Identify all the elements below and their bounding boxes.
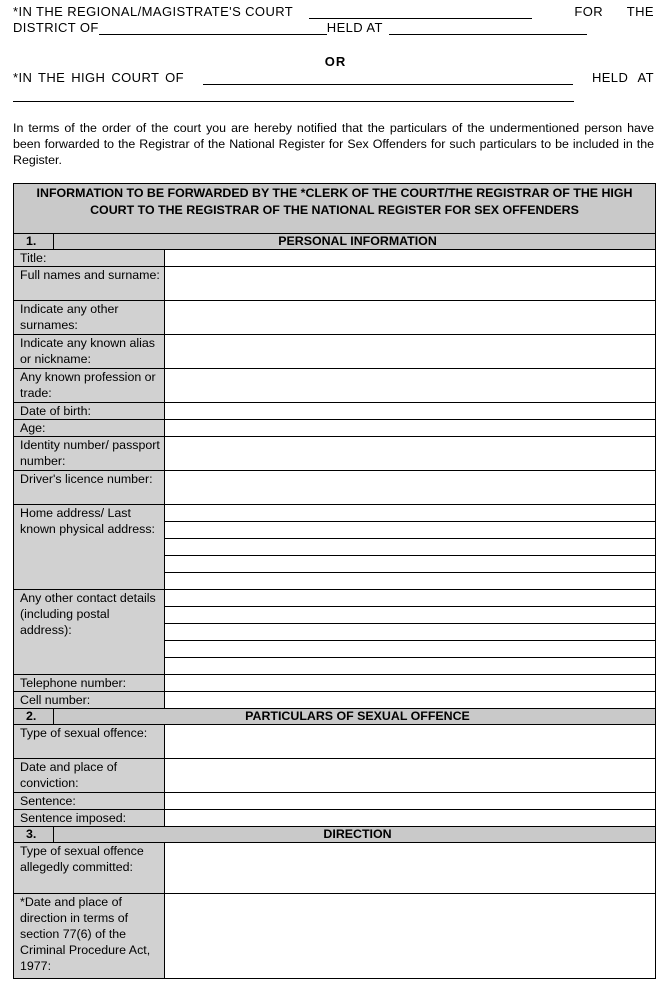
- field-label: Indicate any other surnames:: [14, 301, 165, 335]
- field-value[interactable]: [165, 437, 656, 471]
- field-label: Age:: [14, 420, 165, 437]
- field-label: Cell number:: [14, 692, 165, 709]
- field-value-line[interactable]: [165, 641, 656, 658]
- field-value[interactable]: [165, 250, 656, 267]
- held-at-label-1: HELD AT: [326, 20, 383, 35]
- section-title: DIRECTION: [54, 827, 656, 843]
- form-row: [14, 505, 656, 522]
- section-number: 1.: [14, 234, 54, 250]
- field-value-line[interactable]: [165, 658, 656, 675]
- field-label: Date and place of conviction:: [14, 759, 165, 793]
- field-label: Title:: [14, 250, 165, 267]
- information-form: [13, 183, 656, 979]
- field-value[interactable]: [165, 420, 656, 437]
- field-label: *Date and place of direction in terms of section 77(6) of the Criminal Procedure Act, 1977:: [14, 894, 165, 979]
- form-row: [14, 759, 656, 793]
- or-separator: OR: [324, 54, 347, 69]
- form-row: [14, 810, 656, 827]
- field-value[interactable]: [165, 301, 656, 335]
- field-label: Home address/ Last known physical address:: [14, 505, 165, 590]
- form-title-row: [14, 184, 656, 234]
- held-at-blank-1[interactable]: [389, 20, 587, 35]
- intro-paragraph: In terms of the order of the court you are hereby notified that the particulars of the undermentioned person have been forwarded to the Registrar of the National Register for Sex Offenders for such particulars to be included in the Register.: [13, 121, 654, 167]
- high-court-label: *IN THE HIGH COURT OF: [13, 70, 184, 85]
- field-label: Telephone number:: [14, 675, 165, 692]
- for-the-label: FOR THE: [574, 4, 654, 19]
- form-row: [14, 725, 656, 759]
- form-title: INFORMATION TO BE FORWARDED BY THE *CLERK OF THE COURT/THE REGISTRAR OF THE HIGH COURT TO THE REGISTRAR OF THE NATIONAL REGISTER FOR SEX OFFENDERS: [14, 184, 656, 234]
- section-number: 3.: [14, 827, 54, 843]
- court-line-4: [13, 87, 654, 102]
- field-value[interactable]: [165, 810, 656, 827]
- field-value[interactable]: [165, 843, 656, 894]
- field-value[interactable]: [165, 725, 656, 759]
- field-label: Identity number/ passport number:: [14, 437, 165, 471]
- field-value[interactable]: [165, 692, 656, 709]
- field-value[interactable]: [165, 675, 656, 692]
- field-label: Sentence:: [14, 793, 165, 810]
- district-blank[interactable]: [99, 20, 327, 35]
- regional-court-blank[interactable]: [309, 4, 532, 19]
- high-court-blank[interactable]: [203, 70, 573, 85]
- form-row: [14, 420, 656, 437]
- section-number: 2.: [14, 709, 54, 725]
- field-value[interactable]: [165, 403, 656, 420]
- field-value-line[interactable]: [165, 624, 656, 641]
- form-row: [14, 267, 656, 301]
- held-at-blank-2[interactable]: [13, 87, 574, 102]
- field-label: Type of sexual offence:: [14, 725, 165, 759]
- field-value[interactable]: [165, 267, 656, 301]
- field-label: Any known profession or trade:: [14, 369, 165, 403]
- section-title: PERSONAL INFORMATION: [54, 234, 656, 250]
- court-line-2: [13, 20, 654, 35]
- field-label: Any other contact details (including postal address):: [14, 590, 165, 675]
- form-row: [14, 471, 656, 505]
- field-value-line[interactable]: [165, 539, 656, 556]
- field-value[interactable]: [165, 471, 656, 505]
- form-row: [14, 590, 656, 607]
- held-at-label-2: HELD AT: [591, 70, 654, 85]
- field-value[interactable]: [165, 759, 656, 793]
- form-row: [14, 894, 656, 979]
- form-row: [14, 369, 656, 403]
- regional-court-label: *IN THE REGIONAL/MAGISTRATE'S COURT: [13, 4, 294, 19]
- form-row: [14, 335, 656, 369]
- field-value[interactable]: [165, 894, 656, 979]
- field-label: Type of sexual offence allegedly committed:: [14, 843, 165, 894]
- form-row: [14, 250, 656, 267]
- field-value-line[interactable]: [165, 573, 656, 590]
- form-row: [14, 675, 656, 692]
- field-value-line[interactable]: [165, 505, 656, 522]
- section-header-row: [14, 827, 656, 843]
- field-value-line[interactable]: [165, 607, 656, 624]
- section-header-row: [14, 709, 656, 725]
- field-label: Sentence imposed:: [14, 810, 165, 827]
- form-row: [14, 403, 656, 420]
- field-label: Full names and surname:: [14, 267, 165, 301]
- section-title: PARTICULARS OF SEXUAL OFFENCE: [54, 709, 656, 725]
- field-value[interactable]: [165, 793, 656, 810]
- field-label: Indicate any known alias or nickname:: [14, 335, 165, 369]
- section-header-row: [14, 234, 656, 250]
- court-line-3: [13, 70, 654, 85]
- court-line-1: [13, 4, 654, 19]
- field-label: Date of birth:: [14, 403, 165, 420]
- form-row: [14, 437, 656, 471]
- form-row: [14, 692, 656, 709]
- field-label: Driver's licence number:: [14, 471, 165, 505]
- form-row: [14, 843, 656, 894]
- field-value[interactable]: [165, 369, 656, 403]
- form-row: [14, 301, 656, 335]
- field-value-line[interactable]: [165, 590, 656, 607]
- form-row: [14, 793, 656, 810]
- field-value-line[interactable]: [165, 522, 656, 539]
- field-value-line[interactable]: [165, 556, 656, 573]
- field-value[interactable]: [165, 335, 656, 369]
- district-of-label: DISTRICT OF: [13, 20, 99, 35]
